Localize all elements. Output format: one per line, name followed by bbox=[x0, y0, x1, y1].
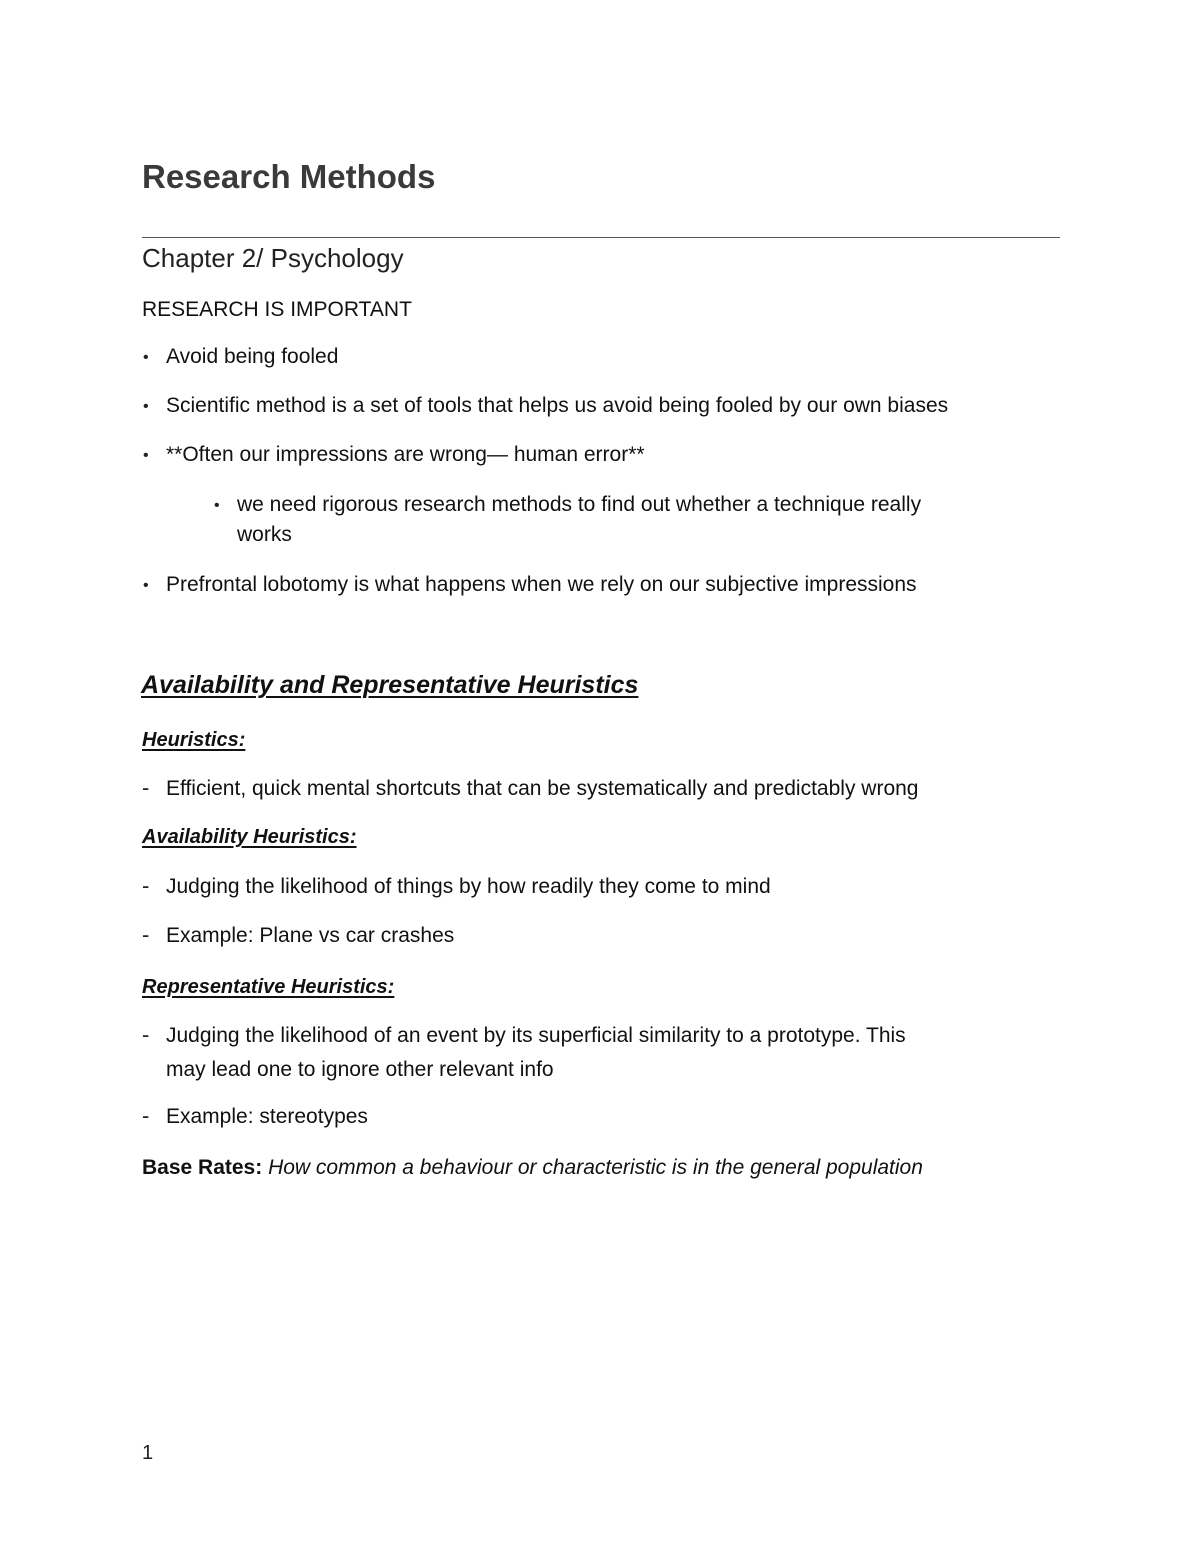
list-item-line1: Judging the likelihood of an event by its superficial similarity to a prototype. This bbox=[166, 1024, 906, 1047]
list-item-line2: may lead one to ignore other relevant info bbox=[166, 1058, 554, 1081]
title-divider bbox=[142, 237, 1060, 238]
bullet-icon: • bbox=[143, 447, 149, 464]
list-item: Example: stereotypes bbox=[166, 1105, 368, 1128]
dash-icon: - bbox=[142, 1022, 150, 1047]
base-rates-definition: How common a behaviour or characteristic is in the general population bbox=[262, 1156, 923, 1179]
chapter-heading: Chapter 2/ Psychology bbox=[142, 243, 404, 273]
dash-icon: - bbox=[142, 873, 150, 898]
section-heading-heuristics: Availability and Representative Heuristics bbox=[141, 671, 639, 699]
page-number: 1 bbox=[142, 1442, 154, 1464]
subheading-representative: Representative Heuristics: bbox=[142, 976, 395, 998]
sub-list-item-line1: we need rigorous research methods to find out whether a technique really bbox=[237, 493, 922, 516]
dash-icon: - bbox=[142, 922, 150, 947]
list-item: Scientific method is a set of tools that helps us avoid being fooled by our own biases bbox=[166, 394, 949, 417]
list-item: Judging the likelihood of things by how readily they come to mind bbox=[166, 875, 771, 898]
list-item: Prefrontal lobotomy is what happens when we rely on our subjective impressions bbox=[166, 573, 917, 596]
list-item: Avoid being fooled bbox=[166, 345, 339, 368]
subheading-heuristics: Heuristics: bbox=[142, 729, 246, 751]
base-rates-line bbox=[142, 1156, 923, 1180]
document-title: Research Methods bbox=[142, 158, 436, 195]
base-rates-label: Base Rates: bbox=[142, 1156, 263, 1179]
bullet-icon: • bbox=[143, 349, 149, 366]
section-heading-research-important: RESEARCH IS IMPORTANT bbox=[142, 298, 412, 321]
bullet-icon: • bbox=[214, 497, 220, 514]
sub-list-item-line2: works bbox=[237, 523, 292, 546]
dash-icon: - bbox=[142, 775, 150, 800]
list-item: **Often our impressions are wrong— human error** bbox=[166, 443, 645, 466]
bullet-icon: • bbox=[143, 398, 149, 415]
bullet-icon: • bbox=[143, 577, 149, 594]
list-item: Efficient, quick mental shortcuts that can be systematically and predictably wrong bbox=[166, 777, 919, 800]
dash-icon: - bbox=[142, 1103, 150, 1128]
list-item: Example: Plane vs car crashes bbox=[166, 924, 455, 947]
subheading-availability: Availability Heuristics: bbox=[142, 826, 357, 848]
